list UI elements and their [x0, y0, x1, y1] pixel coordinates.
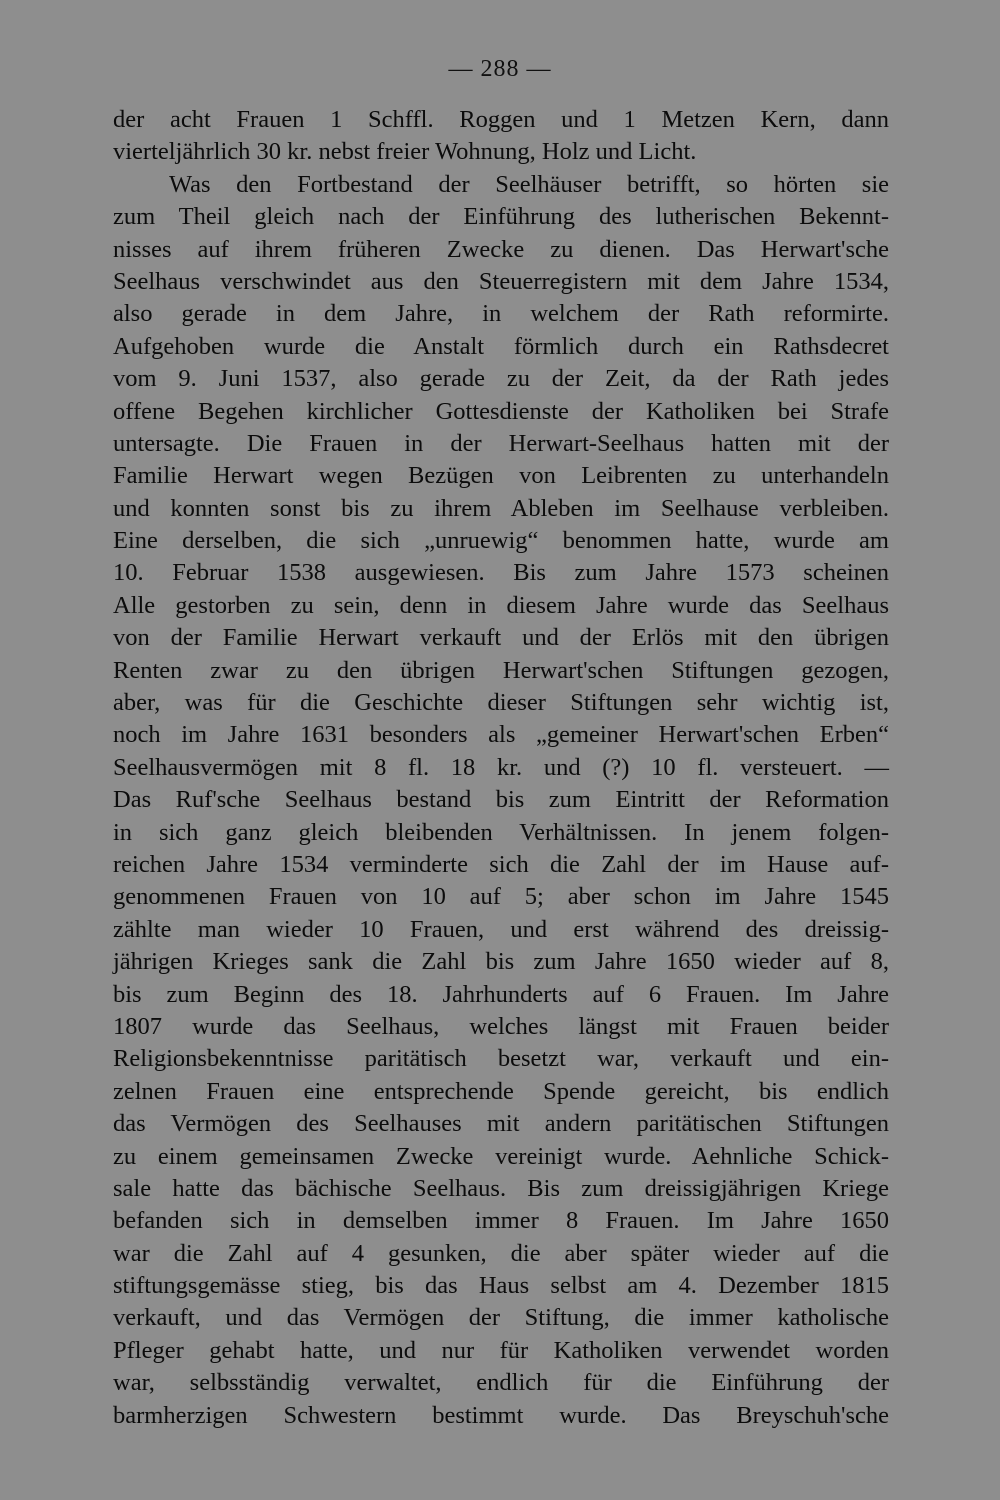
text-line: also gerade in dem Jahre, in welchem der Rath reformirte. [113, 300, 889, 328]
text-line: noch im Jahre 1631 besonders als „gemeiner Herwart'schen Erben“ [113, 721, 889, 749]
text-line: verkauft, und das Vermögen der Stiftung, die immer katholische [113, 1304, 889, 1332]
text-line: Alle gestorben zu sein, denn in diesem Jahre wurde das Seelhaus [113, 591, 889, 619]
text-line: zu einem gemeinsamen Zwecke vereinigt wurde. Aehnliche Schick- [113, 1142, 889, 1170]
text-line: Das Ruf'sche Seelhaus bestand bis zum Eintritt der Reformation [113, 786, 889, 814]
text-line: zum Theil gleich nach der Einführung des lutherischen Bekennt- [113, 203, 889, 231]
text-line: sale hatte das bächische Seelhaus. Bis zum dreissigjährigen Kriege [113, 1174, 889, 1202]
text-line: offene Begehen kirchlicher Gottesdienste der Katholiken bei Strafe [113, 397, 889, 425]
text-line: der acht Frauen 1 Schffl. Roggen und 1 Metzen Kern, dann [113, 106, 889, 133]
text-line: bis zum Beginn des 18. Jahrhunderts auf 6 Frauen. Im Jahre [113, 980, 889, 1008]
text-line: das Vermögen des Seelhauses mit andern paritätischen Stiftungen [113, 1110, 889, 1138]
text-line: von der Familie Herwart verkauft und der Erlös mit den übrigen [113, 624, 889, 652]
text-line: war, selbsständig verwaltet, endlich für die Einführung der [113, 1369, 889, 1397]
body-text [113, 104, 889, 1432]
text-line: vom 9. Juni 1537, also gerade zu der Zeit, da der Rath jedes [113, 365, 889, 393]
text-line: befanden sich in demselben immer 8 Frauen. Im Jahre 1650 [113, 1207, 889, 1235]
text-line: Familie Herwart wegen Bezügen von Leibrenten zu unterhandeln [113, 462, 889, 490]
text-line: stiftungsgemässe stieg, bis das Haus selbst am 4. Dezember 1815 [113, 1272, 889, 1300]
text-line: genommenen Frauen von 10 auf 5; aber schon im Jahre 1545 [113, 883, 889, 911]
text-line: war die Zahl auf 4 gesunken, die aber später wieder auf die [113, 1239, 889, 1267]
text-line: zelnen Frauen eine entsprechende Spende gereicht, bis endlich [113, 1077, 889, 1105]
page-number: — 288 — [448, 56, 552, 82]
text-line: zählte man wieder 10 Frauen, und erst während des dreissig- [113, 915, 889, 943]
text-line: jährigen Krieges sank die Zahl bis zum Jahre 1650 wieder auf 8, [113, 948, 889, 976]
text-line: Aufgehoben wurde die Anstalt förmlich durch ein Rathsdecret [113, 332, 889, 360]
text-line: 10. Februar 1538 ausgewiesen. Bis zum Jahre 1573 scheinen [113, 559, 889, 587]
text-line: Renten zwar zu den übrigen Herwart'schen Stiftungen gezogen, [113, 656, 889, 684]
text-line: Seelhaus verschwindet aus den Steuerregistern mit dem Jahre 1534, [113, 267, 889, 295]
text-line: nisses auf ihrem früheren Zwecke zu dienen. Das Herwart'sche [113, 235, 889, 263]
text-line: 1807 wurde das Seelhaus, welches längst mit Frauen beider [113, 1012, 889, 1040]
text-line: vierteljährlich 30 kr. nebst freier Wohnung, Holz und Licht. [113, 138, 697, 166]
text-line: in sich ganz gleich bleibenden Verhältnissen. In jenem folgen- [113, 818, 889, 846]
text-line: Pfleger gehabt hatte, und nur für Katholiken verwendet worden [113, 1336, 889, 1364]
text-line: reichen Jahre 1534 verminderte sich die Zahl der im Hause auf- [113, 850, 889, 878]
text-line: Eine derselben, die sich „unruewig“ benommen hatte, wurde am [113, 527, 889, 555]
text-line: und konnten sonst bis zu ihrem Ableben im Seelhause verbleiben. [113, 494, 889, 522]
text-line: Was den Fortbestand der Seelhäuser betrifft, so hörten sie [169, 170, 889, 198]
text-line: barmherzigen Schwestern bestimmt wurde. Das Breyschuh'sche [113, 1401, 889, 1429]
text-line: Religionsbekenntnisse paritätisch besetzt war, verkauft und ein- [113, 1045, 889, 1073]
text-line: untersagte. Die Frauen in der Herwart-Seelhaus hatten mit der [113, 429, 889, 457]
text-line: aber, was für die Geschichte dieser Stiftungen sehr wichtig ist, [113, 689, 889, 717]
text-line: Seelhausvermögen mit 8 fl. 18 kr. und (?) 10 fl. versteuert. — [113, 753, 889, 781]
